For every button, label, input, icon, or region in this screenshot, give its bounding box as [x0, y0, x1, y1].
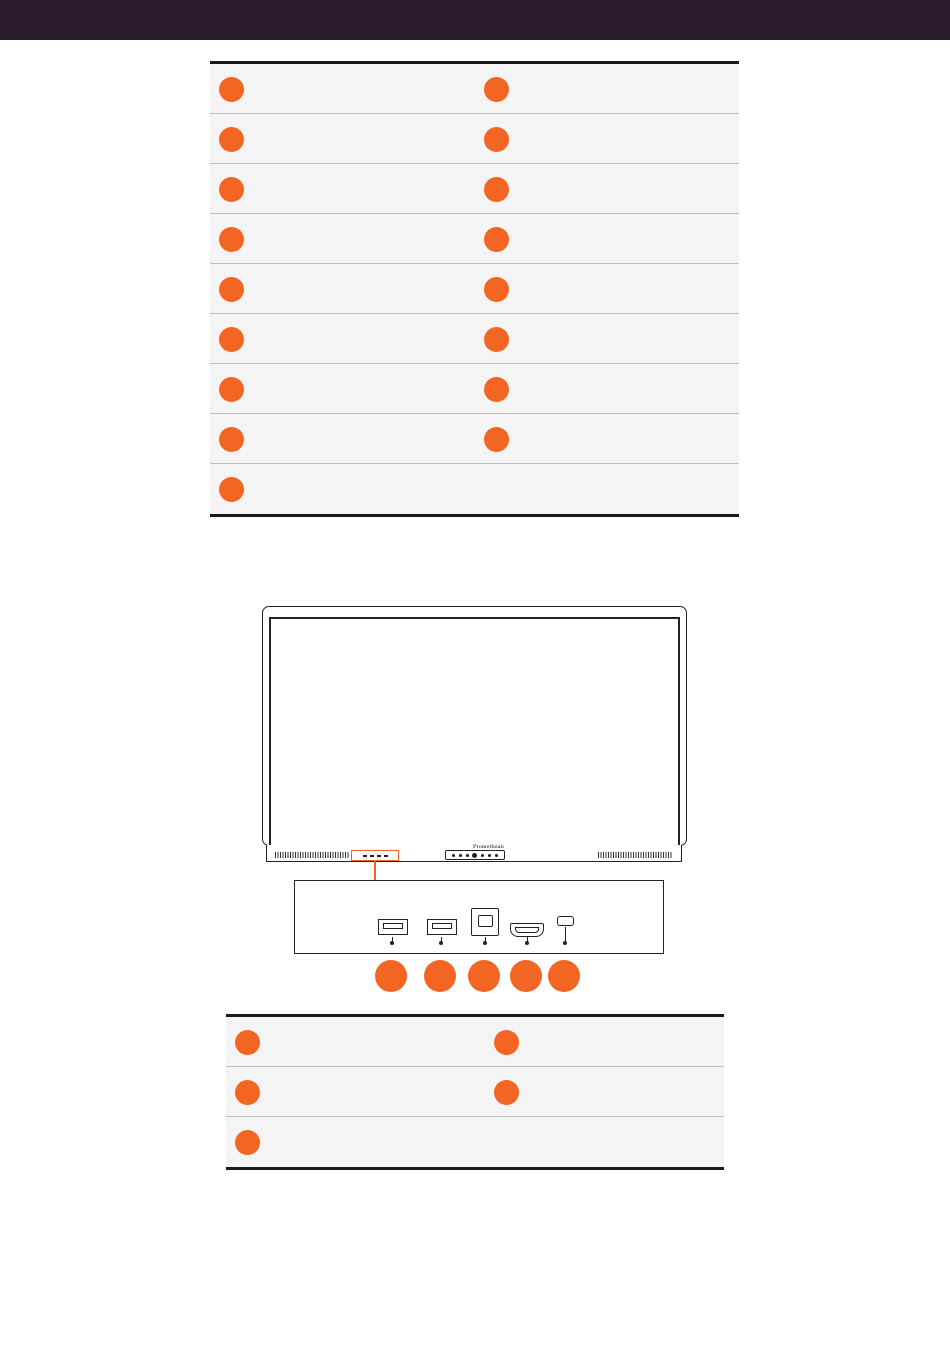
legend-entry	[219, 214, 254, 264]
legend-entry	[484, 314, 519, 364]
table-row	[210, 314, 739, 364]
panel-button-icon	[452, 854, 455, 857]
leader-dot	[390, 941, 394, 945]
table-row	[226, 1117, 724, 1167]
legend-entry	[484, 114, 519, 164]
callout-marker-icon	[424, 960, 456, 992]
legend-entry	[219, 414, 254, 464]
port-glyph	[384, 855, 388, 857]
callout-marker-icon	[219, 127, 244, 152]
callout-marker-icon	[219, 227, 244, 252]
callout-marker-icon	[235, 1130, 260, 1155]
callout-marker-icon	[494, 1080, 519, 1105]
panel-button-icon	[495, 854, 498, 857]
legend-entry	[219, 264, 254, 314]
callout-marker-icon	[484, 127, 509, 152]
leader-tick	[565, 927, 566, 941]
callout-marker-icon	[484, 177, 509, 202]
display-illustration	[262, 606, 687, 846]
table-row	[226, 1067, 724, 1117]
callout-marker-icon	[484, 377, 509, 402]
port-glyph	[370, 855, 374, 857]
usb-a-port-icon	[427, 919, 457, 935]
table-row	[210, 464, 739, 514]
callout-leader-line	[374, 861, 376, 881]
legend-entry	[484, 364, 519, 414]
legend-entry	[219, 364, 254, 414]
table-row	[210, 114, 739, 164]
callout-marker-icon	[494, 1030, 519, 1055]
legend-entry	[484, 164, 519, 214]
legend-entry	[219, 464, 254, 514]
legend-entry	[235, 1117, 270, 1167]
speaker-grill-left	[275, 852, 350, 858]
leader-dot	[525, 941, 529, 945]
callout-marker-icon	[219, 477, 244, 502]
callout-marker-icon	[484, 277, 509, 302]
table-row	[210, 414, 739, 464]
callout-marker-icon	[510, 960, 542, 992]
panel-button-icon	[459, 854, 462, 857]
leader-dot	[563, 941, 567, 945]
legend-entry	[484, 64, 519, 114]
table-row	[210, 264, 739, 314]
callout-marker-icon	[219, 277, 244, 302]
table-row	[210, 164, 739, 214]
display-front-bezel	[266, 845, 682, 862]
callout-marker-icon	[484, 227, 509, 252]
front-control-panel	[445, 850, 505, 860]
usb-b-port-icon	[471, 908, 499, 936]
callout-marker-icon	[235, 1080, 260, 1105]
hdmi-port-icon	[510, 923, 544, 937]
callout-marker-icon	[468, 960, 500, 992]
legend-entry	[219, 164, 254, 214]
legend-entry	[219, 64, 254, 114]
legend-entry	[235, 1017, 270, 1067]
callout-marker-icon	[484, 77, 509, 102]
callout-marker-icon	[375, 960, 407, 992]
legend-table-top	[210, 61, 739, 517]
legend-table-bottom	[226, 1014, 724, 1170]
callout-marker-icon	[219, 77, 244, 102]
callout-marker-icon	[548, 960, 580, 992]
legend-entry	[219, 114, 254, 164]
panel-button-icon	[466, 854, 469, 857]
front-ports-detail	[294, 880, 664, 954]
legend-entry	[484, 414, 519, 464]
legend-entry	[484, 214, 519, 264]
callout-marker-icon	[484, 327, 509, 352]
legend-entry	[235, 1067, 270, 1117]
usb-a-port-icon	[378, 919, 408, 935]
legend-entry	[484, 264, 519, 314]
panel-button-icon	[488, 854, 491, 857]
speaker-grill-right	[598, 852, 673, 858]
legend-entry	[219, 314, 254, 364]
front-ports-highlight	[351, 850, 399, 861]
legend-entry	[494, 1067, 529, 1117]
brand-logo: Promethean	[473, 844, 504, 850]
display-screen	[269, 617, 680, 849]
callout-marker-icon	[484, 427, 509, 452]
table-row	[210, 214, 739, 264]
callout-marker-icon	[219, 327, 244, 352]
callout-marker-icon	[219, 377, 244, 402]
usb-c-port-icon	[557, 916, 574, 926]
port-glyph	[363, 855, 367, 857]
header-bar	[0, 0, 950, 40]
leader-dot	[439, 941, 443, 945]
port-glyph	[377, 855, 381, 857]
table-row	[210, 364, 739, 414]
callout-marker-icon	[235, 1030, 260, 1055]
table-row	[210, 64, 739, 114]
callout-marker-icon	[219, 177, 244, 202]
power-button-icon	[472, 853, 477, 858]
table-row	[226, 1017, 724, 1067]
panel-button-icon	[481, 854, 484, 857]
leader-dot	[483, 941, 487, 945]
legend-entry	[494, 1017, 529, 1067]
callout-marker-icon	[219, 427, 244, 452]
